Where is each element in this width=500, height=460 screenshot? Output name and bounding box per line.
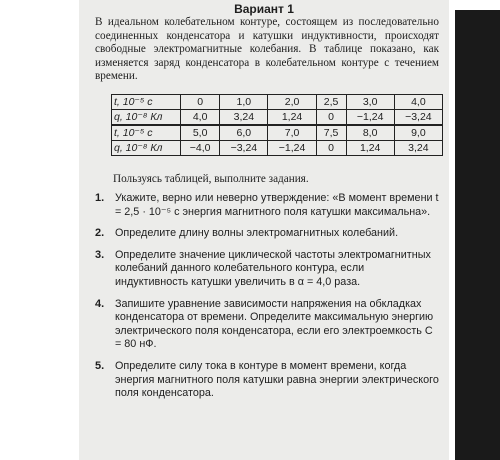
task-text: Укажите, верно или неверно утверждение: «В момент времени t = 2,5 · 10⁻⁵ с энергия магнитного поля катушки максимальна».: [115, 192, 439, 218]
task-number: 3.: [95, 248, 105, 261]
table-cell: 2,5: [316, 95, 346, 110]
table-row: [112, 110, 443, 126]
table-cell: −3,24: [394, 110, 442, 126]
task-number: 4.: [95, 297, 105, 310]
table-cell: 0: [181, 95, 220, 110]
table-cell: 9,0: [394, 125, 442, 141]
table-cell: 3,24: [394, 141, 442, 156]
table-row: [112, 95, 443, 110]
table-cell: 0: [316, 141, 346, 156]
table-cell: 6,0: [220, 125, 268, 141]
task-item: [95, 192, 439, 219]
row-header: t, 10⁻⁵ с: [112, 95, 181, 110]
charge-time-table: [111, 94, 443, 156]
table-cell: 0: [316, 110, 346, 126]
table-row: [112, 125, 443, 141]
table-cell: −1,24: [346, 110, 394, 126]
variant-title: Вариант 1: [234, 2, 294, 16]
instruction-text: Пользуясь таблицей, выполните задания.: [113, 173, 309, 185]
table-cell: 1,24: [268, 110, 316, 126]
table-cell: 2,0: [268, 95, 316, 110]
task-item: [95, 298, 439, 352]
table-cell: 4,0: [394, 95, 442, 110]
table-cell: −1,24: [268, 141, 316, 156]
table-cell: 7,5: [316, 125, 346, 141]
table-cell: −4,0: [181, 141, 220, 156]
task-list: [95, 192, 439, 401]
task-text: Запишите уравнение зависимости напряжения на обкладках конденсатора от времени. Определите максимальную энергию электрического поля конденсатора, если его электроемкость C = 80 нФ.: [115, 297, 434, 351]
table-cell: 7,0: [268, 125, 316, 141]
task-number: 1.: [95, 192, 105, 204]
row-header: t, 10⁻⁵ с: [112, 125, 181, 141]
table-cell: 1,24: [346, 141, 394, 156]
table-row: [112, 141, 443, 156]
task-text: Определите силу тока в контуре в момент времени, когда энергия магнитного поля катушки равна энергии электрического поля конденсатора.: [115, 359, 439, 400]
task-text: Определите длину волны электромагнитных колебаний.: [115, 227, 399, 240]
table-cell: −3,24: [220, 141, 268, 156]
table-cell: 3,24: [220, 110, 268, 126]
task-number: 5.: [95, 359, 105, 372]
table-cell: 1,0: [220, 95, 268, 110]
table-cell: 3,0: [346, 95, 394, 110]
task-number: 2.: [95, 227, 105, 240]
row-header: q, 10⁻⁸ Кл: [112, 110, 181, 126]
dark-book-gutter: [455, 10, 500, 460]
row-header: q, 10⁻⁸ Кл: [112, 141, 181, 156]
table-cell: 8,0: [346, 125, 394, 141]
task-item: [95, 360, 439, 401]
problem-intro: В идеальном колебательном контуре, состоящем из последовательно соединенных конденсатора и катушки индуктивности, происходят свободные электромагнитные колебания. В таблице показано, как изменяется заряд конденсатора в колебательном контуре с течением времени.: [95, 16, 439, 83]
table-cell: 5,0: [181, 125, 220, 141]
table-cell: 4,0: [181, 110, 220, 126]
task-text: Определите значение циклической частоты электромагнитных колебаний данного колебательного контура, если индуктивность катушки увеличить в α = 4,0 раза.: [115, 248, 431, 288]
task-item: [95, 249, 439, 290]
task-item: [95, 227, 439, 241]
